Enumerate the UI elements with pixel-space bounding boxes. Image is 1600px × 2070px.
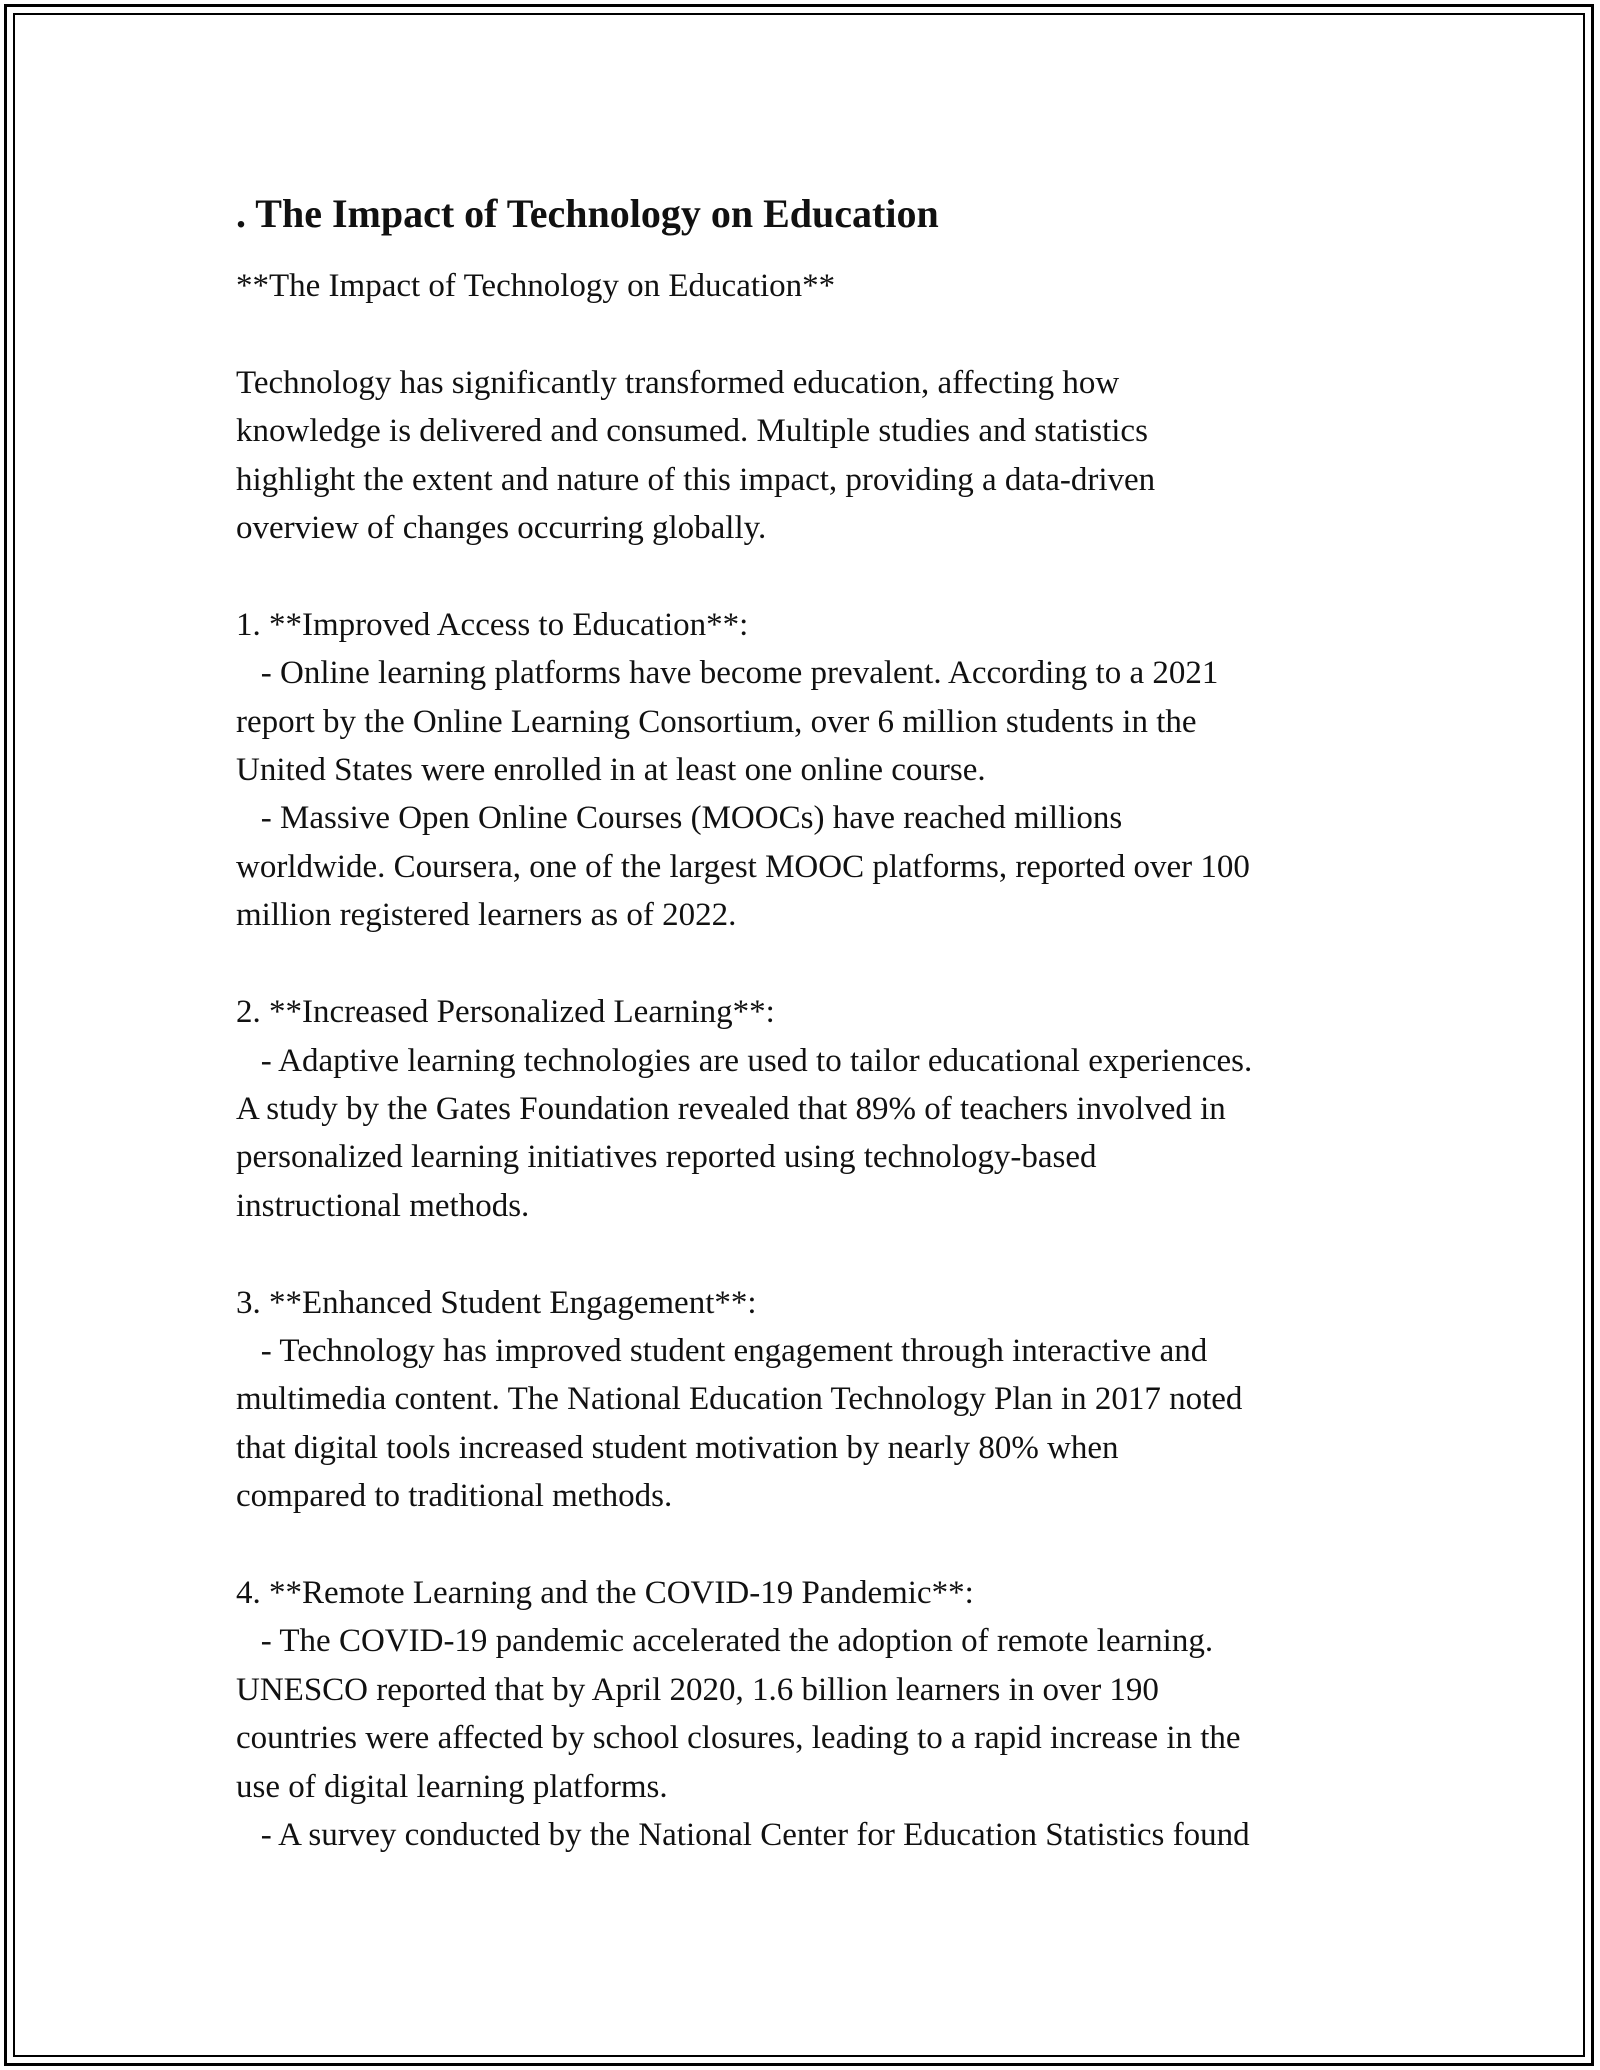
document-body: **The Impact of Technology on Education** Technology has significantly transformed education, affecting how knowledge is delivered and consumed. Multiple studies and statistics highlight the extent and nature of this impact, providing a data-driven overview of changes occurring globally. 1. **Improved Access to Education**: - Online learning platforms have become prevalent. According to a 2021 report by the Online Learning Consortium, over 6 million students in the United States were enrolled in at least one online course. - Massive Open Online Courses (MOOCs) have reached millions worldwide. Coursera, one of the largest MOOC platforms, reported over 100 million registered learners as of 2022. 2. **Increased Personalized Learning**: - Adaptive learning technologies are used to tailor educational experiences. A study by the Gates Foundation revealed that 89% of teachers involved in personalized learning initiatives reported using technology-based instructional methods. 3. **Enhanced Student Engagement**: - Technology has improved student engagement through interactive and multimedia content. The National Education Technology Plan in 2017 noted that digital tools increased student motivation by nearly 80% when compared to traditional methods. 4. **Remote Learning and the COVID-19 Pandemic**: - The COVID-19 pandemic accelerated the adoption of remote learning. UNESCO reported that by April 2020, 1.6 billion learners in over 190 countries were affected by school closures, leading to a rapid increase in the use of digital learning platforms. - A survey conducted by the National Center for Education Statistics found [236,268,1253,1853]
document-page [236,190,1386,1859]
document-title: . The Impact of Technology on Education [236,191,939,236]
